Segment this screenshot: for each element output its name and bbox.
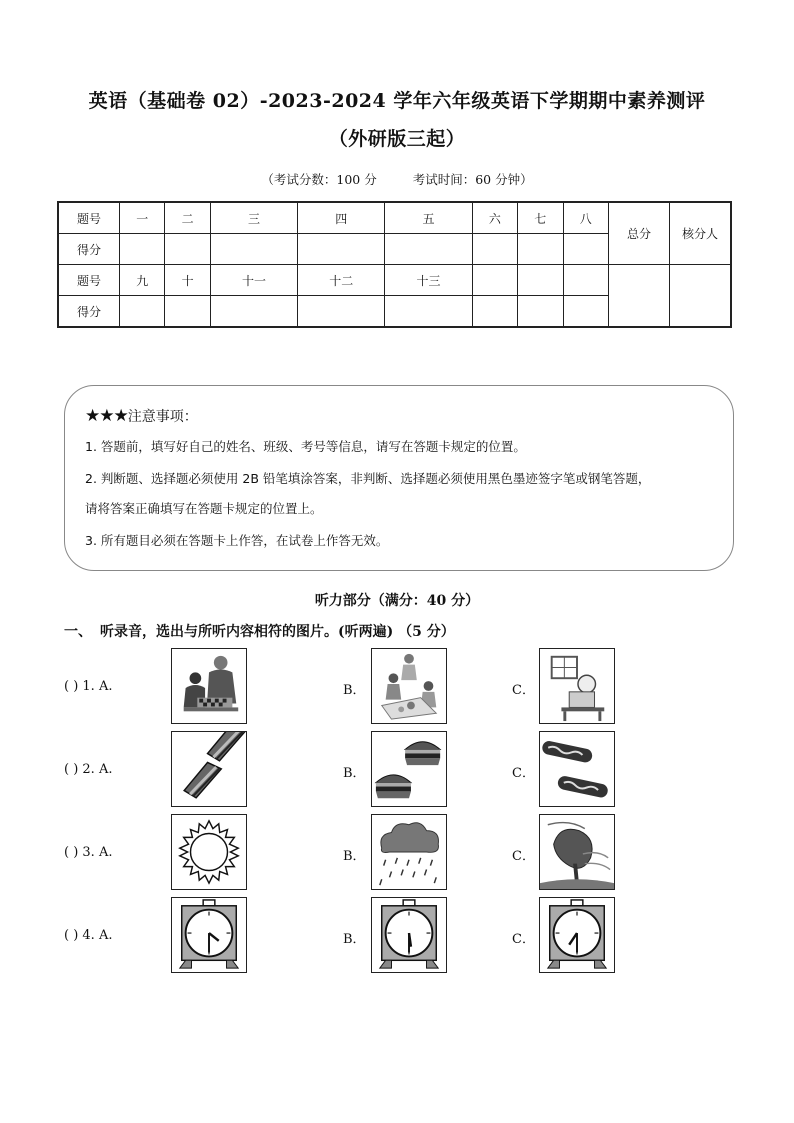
notice-line: 2. 判断题、选择题必须使用 2B 铅笔填涂答案，非判断、选择题必须使用黑色墨迹签字笔或钢笔答题， — [85, 471, 651, 486]
table-cell: 八 — [563, 202, 608, 234]
row-label-question: 题号 — [58, 202, 120, 234]
question-row — [64, 897, 724, 975]
rain-cloud-icon[interactable] — [371, 814, 447, 890]
option-label-c: C． — [512, 932, 535, 947]
score-input-cell[interactable] — [165, 296, 210, 328]
table-cell: 十 — [165, 265, 210, 296]
score-input-cell[interactable] — [472, 234, 517, 265]
score-input-cell[interactable] — [385, 234, 472, 265]
option-label-b: B． — [343, 932, 366, 947]
score-input-cell[interactable] — [298, 296, 385, 328]
score-input-cell[interactable] — [120, 296, 165, 328]
sandwich-icon[interactable] — [171, 731, 247, 807]
table-cell: 四 — [298, 202, 385, 234]
score-table — [57, 201, 732, 328]
answer-blank[interactable]: ( ) 3. A. — [64, 845, 113, 860]
row-label-question: 题号 — [58, 265, 120, 296]
page-subtitle: （外研版三起） — [328, 128, 466, 150]
star-icons: ★★★ — [85, 406, 128, 426]
answer-blank[interactable]: ( ) 4. A. — [64, 928, 113, 943]
table-cell: 十一 — [210, 265, 297, 296]
score-input-cell[interactable] — [518, 296, 563, 328]
score-input-cell[interactable] — [518, 234, 563, 265]
chess-playing-icon[interactable] — [171, 648, 247, 724]
score-input-cell[interactable] — [385, 296, 472, 328]
notice-heading-text: 注意事项： — [127, 409, 198, 425]
notice-line: 请将答案正确填写在答题卡规定的位置上。 — [85, 501, 323, 516]
table-cell — [472, 265, 517, 296]
question-row — [64, 731, 724, 809]
score-input-cell[interactable] — [472, 296, 517, 328]
option-label-b: B． — [343, 766, 366, 781]
notice-line: 1. 答题前，填写好自己的姓名、班级、考号等信息，请写在答题卡规定的位置。 — [85, 439, 526, 454]
exam-meta — [0, 170, 794, 188]
child-reading-icon[interactable] — [539, 648, 615, 724]
option-label-c: C． — [512, 849, 535, 864]
score-input-cell[interactable] — [563, 234, 608, 265]
clock-icon[interactable] — [371, 897, 447, 973]
score-input-cell[interactable] — [210, 234, 297, 265]
question-instruction: 听录音，选出与所听内容相符的图片。(听两遍) （5 分） — [100, 624, 455, 640]
score-input-cell[interactable] — [165, 234, 210, 265]
row-label-score: 得分 — [58, 296, 120, 328]
family-picnic-icon[interactable] — [371, 648, 447, 724]
time-info: 考试时间：60 分钟） — [412, 172, 533, 187]
option-label-b: B． — [343, 849, 366, 864]
score-input-cell[interactable] — [210, 296, 297, 328]
clock-icon[interactable] — [539, 897, 615, 973]
total-score-label: 总分 — [609, 202, 670, 265]
table-cell: 十二 — [298, 265, 385, 296]
checker-cell[interactable] — [670, 265, 732, 328]
windy-tree-icon[interactable] — [539, 814, 615, 890]
answer-blank[interactable]: ( ) 1. A. — [64, 679, 113, 694]
checker-label: 核分人 — [670, 202, 732, 265]
hamburger-icon[interactable] — [371, 731, 447, 807]
score-input-cell[interactable] — [120, 234, 165, 265]
total-score-cell[interactable] — [609, 265, 670, 328]
table-cell — [518, 265, 563, 296]
question-number: 一、 — [64, 624, 92, 640]
option-label-c: C． — [512, 683, 535, 698]
notice-box — [64, 385, 734, 571]
option-label-b: B． — [343, 683, 366, 698]
score-info: （考试分数：100 分 — [261, 172, 377, 187]
table-cell — [563, 265, 608, 296]
answer-blank[interactable]: ( ) 2. A. — [64, 762, 113, 777]
score-input-cell[interactable] — [298, 234, 385, 265]
table-cell: 六 — [472, 202, 517, 234]
question-row — [64, 648, 724, 726]
table-cell: 三 — [210, 202, 297, 234]
table-cell: 十三 — [385, 265, 472, 296]
question-row — [64, 814, 724, 892]
table-cell: 五 — [385, 202, 472, 234]
table-cell: 一 — [120, 202, 165, 234]
section-title: 听力部分（满分：40 分） — [314, 593, 480, 609]
notice-heading — [85, 406, 198, 426]
notice-line: 3. 所有题目必须在答题卡上作答，在试卷上作答无效。 — [85, 533, 389, 548]
table-cell: 七 — [518, 202, 563, 234]
table-cell: 九 — [120, 265, 165, 296]
hotdog-icon[interactable] — [539, 731, 615, 807]
sun-icon[interactable] — [171, 814, 247, 890]
page-title: 英语（基础卷 02）-2023-2024 学年六年级英语下学期期中素养测评 — [88, 90, 706, 112]
table-cell: 二 — [165, 202, 210, 234]
score-input-cell[interactable] — [563, 296, 608, 328]
question-heading — [64, 621, 455, 641]
clock-icon[interactable] — [171, 897, 247, 973]
option-label-c: C． — [512, 766, 535, 781]
row-label-score: 得分 — [58, 234, 120, 265]
